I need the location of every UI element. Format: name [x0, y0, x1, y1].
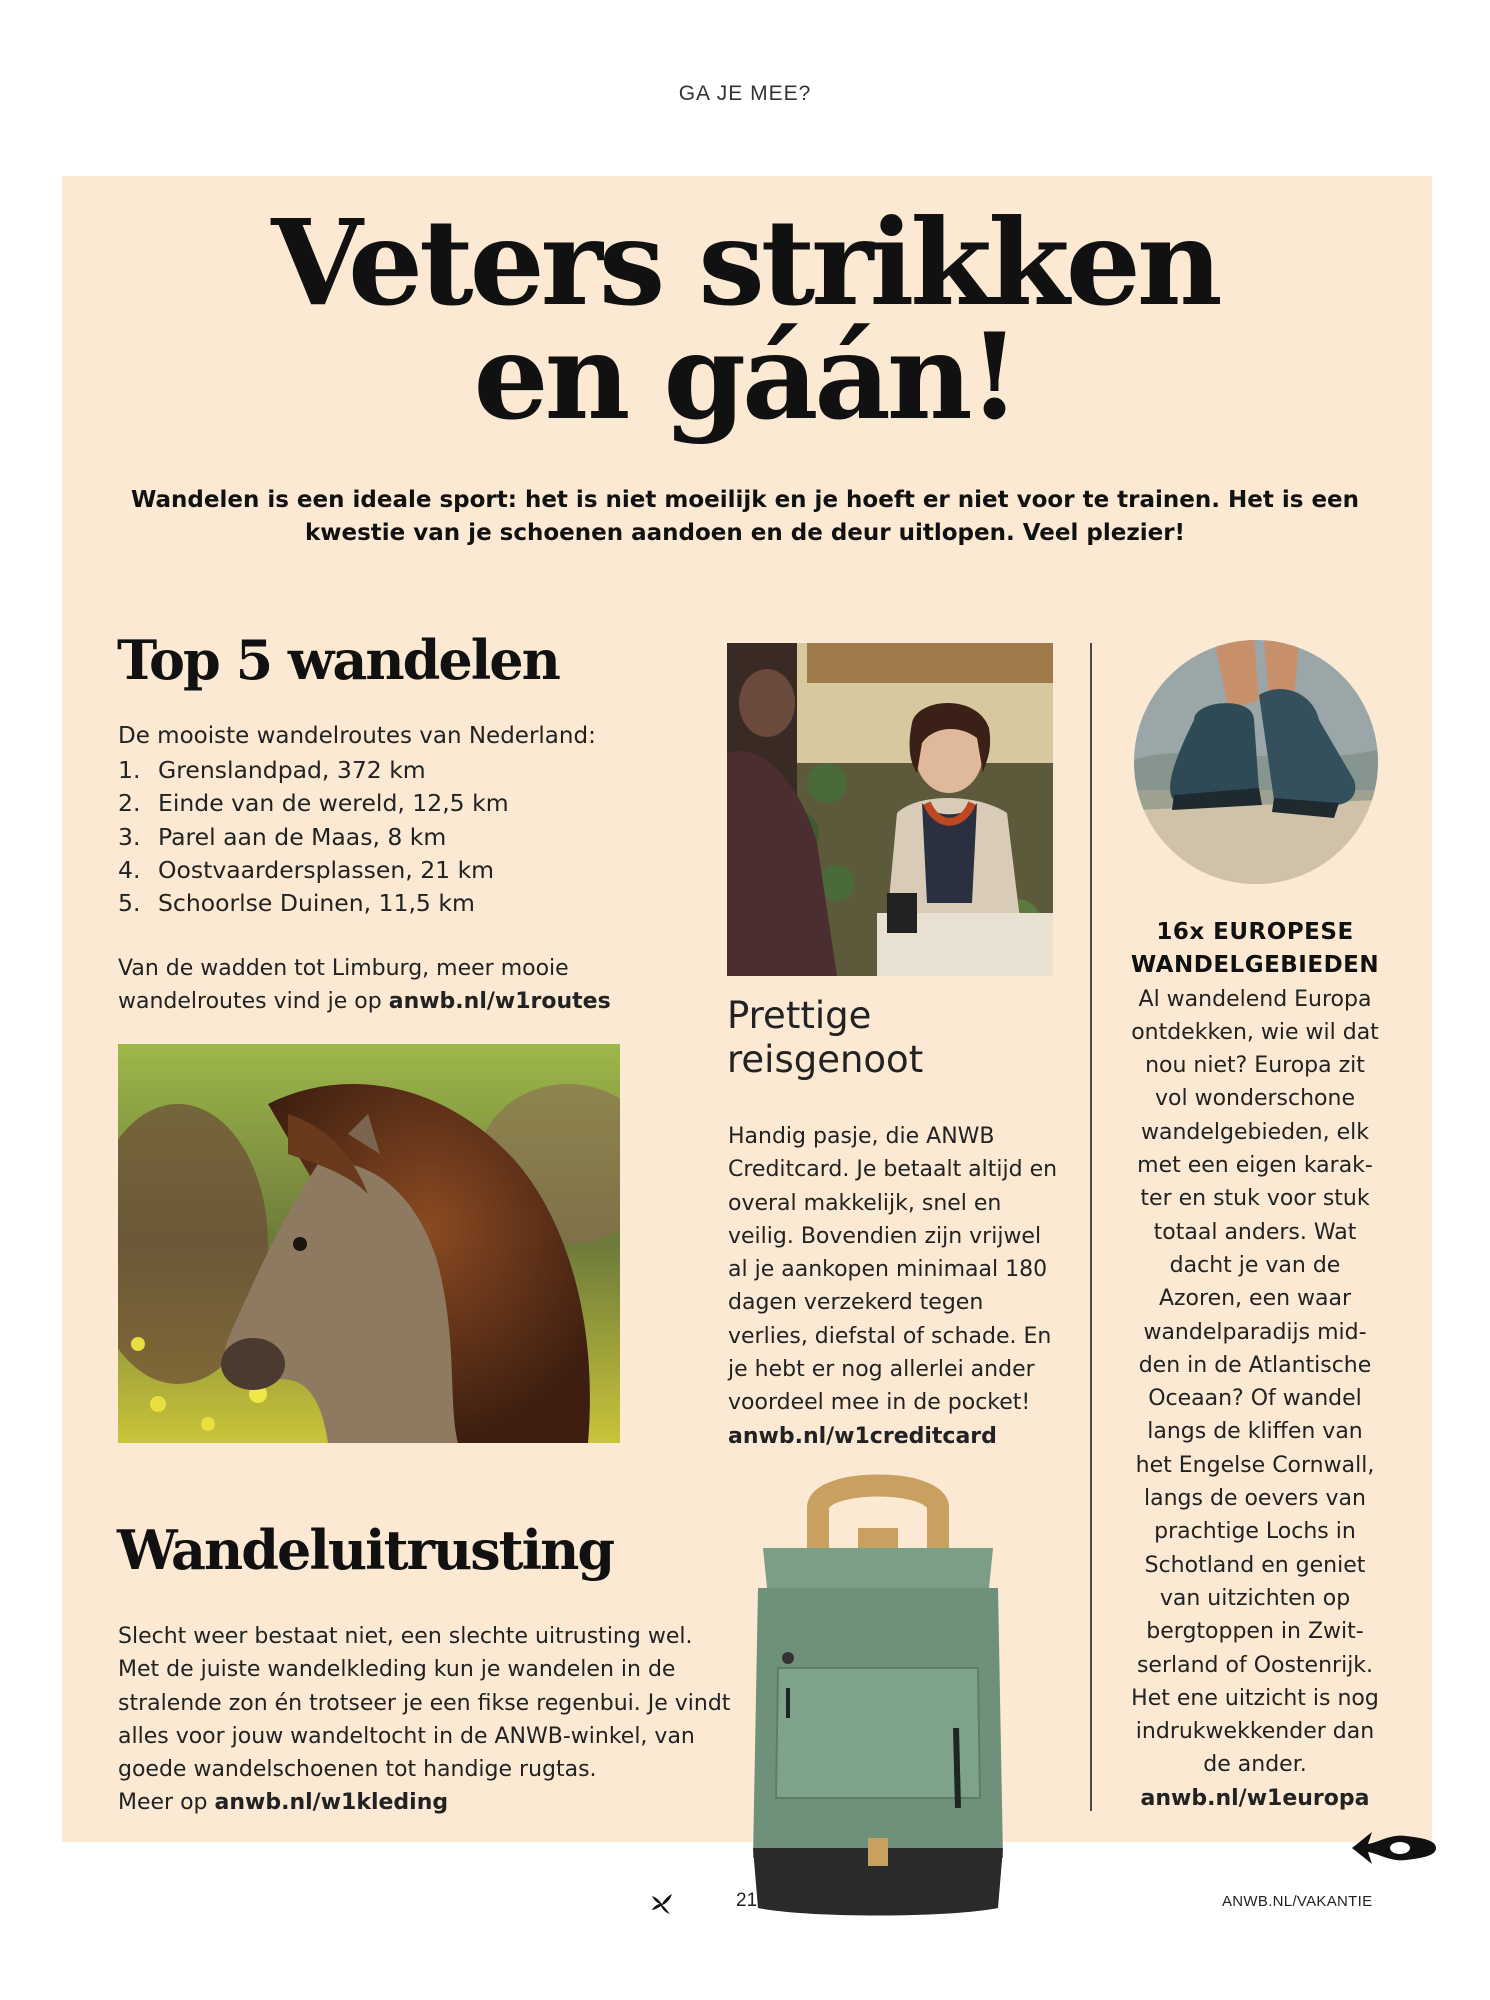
top5-outro: [118, 952, 638, 1019]
hiking-shoes-illustration: [1134, 640, 1378, 884]
europe-line: bergtoppen in Zwit-: [1146, 1619, 1364, 1645]
list-text: Grenslandpad, 372 km: [158, 756, 426, 784]
top5-lead: De mooiste wandelroutes van Nederland:: [118, 723, 596, 749]
europe-line: Al wandelend Europa: [1138, 986, 1372, 1012]
backpack-photo: [748, 1468, 1008, 1918]
europe-line: Het ene uitzicht is nog: [1131, 1685, 1379, 1711]
headline: [0, 193, 1490, 446]
europe-line: serland of Oostenrijk.: [1136, 1652, 1374, 1678]
europe-column: [1120, 916, 1390, 1815]
card-text: Handig pasje, die ANWB Creditcard. Je betaalt altijd en overal makkelijk, snel en veilig. Bovendien zijn vrijwel al je aankopen minimaal 180 dagen verzekerd tegen verlies, diefstal of schade. En je hebt er nog allerlei ander voordeel mee in de pocket!: [728, 1124, 1058, 1416]
card-title-line-2: reisgenoot: [727, 1038, 924, 1081]
routes-link[interactable]: anwb.nl/w1routes: [388, 989, 611, 1015]
gear-more: Meer op: [118, 1790, 208, 1816]
horse-illustration: [118, 1044, 620, 1443]
europe-line: langs de kliffen van: [1147, 1419, 1363, 1445]
europe-line: totaal anders. Wat: [1153, 1219, 1357, 1245]
europe-line: wandelgebieden, elk: [1141, 1119, 1369, 1145]
list-item: [118, 887, 509, 920]
hiking-shoes-photo: [1134, 640, 1378, 884]
europe-title-line-2: WANDELGEBIEDEN: [1130, 952, 1380, 979]
list-number: 4.: [118, 855, 141, 884]
europe-line: het Engelse Cornwall,: [1135, 1452, 1375, 1478]
top5-outro-text: Van de wadden tot Limburg, meer mooie wandelroutes vind je op: [118, 956, 569, 1015]
intro-paragraph: Wandelen is een ideale sport: het is niet moeilijk en je hoeft er niet voor te trainen. Het is een kwestie van je schoenen aandoen en de deur uitlopen. Veel plezier!: [130, 487, 1360, 546]
shop-photo: [727, 643, 1053, 976]
list-number: 5.: [118, 889, 141, 918]
europe-line: vol wonderschone: [1155, 1086, 1355, 1112]
europe-line: dacht je van de: [1169, 1252, 1341, 1278]
shop-illustration: [727, 643, 1053, 976]
footer-site[interactable]: ANWB.NL/VAKANTIE: [1222, 1893, 1373, 1910]
europe-line: Azoren, een waar: [1158, 1286, 1352, 1312]
headline-line-2: en gáán!: [473, 307, 1017, 446]
europe-link[interactable]: anwb.nl/w1europa: [1140, 1785, 1370, 1811]
europe-line: nou niet? Europa zit: [1145, 1053, 1365, 1079]
europe-line: prachtige Lochs in: [1154, 1519, 1356, 1545]
europe-line: den in de Atlantische: [1138, 1352, 1372, 1378]
list-item: [118, 821, 509, 854]
list-text: Schoorlse Duinen, 11,5 km: [158, 889, 475, 918]
list-item: [118, 854, 509, 887]
card-title-line-1: Prettige: [727, 994, 872, 1037]
list-item: [118, 787, 509, 820]
top5-list: [118, 754, 509, 920]
list-number: 3.: [118, 822, 141, 851]
europe-line: ter en stuk voor stuk: [1140, 1186, 1370, 1212]
gear-link[interactable]: anwb.nl/w1kleding: [214, 1790, 449, 1816]
europe-line: met een eigen karak-: [1137, 1153, 1373, 1179]
card-link[interactable]: anwb.nl/w1creditcard: [728, 1423, 997, 1449]
europe-line: van uitzichten op: [1159, 1585, 1351, 1611]
leaf-icon: [650, 1892, 674, 1916]
column-divider: [1090, 643, 1092, 1811]
card-title: [727, 994, 923, 1082]
page-number: 21: [736, 1890, 758, 1911]
europe-line: langs de oevers van: [1144, 1486, 1366, 1512]
europe-line: indrukwekkender dan: [1135, 1719, 1375, 1745]
list-item: [118, 754, 509, 787]
card-paragraph: [728, 1120, 1063, 1453]
europe-title-line-1: 16x EUROPESE: [1156, 919, 1354, 945]
list-number: 1.: [118, 756, 141, 784]
section-label: GA JE MEE?: [678, 82, 812, 105]
list-text: Einde van de wereld, 12,5 km: [158, 789, 509, 818]
europe-line: Oceaan? Of wandel: [1148, 1386, 1362, 1412]
list-text: Parel aan de Maas, 8 km: [158, 822, 447, 851]
top5-title: Top 5 wandelen: [117, 628, 559, 692]
list-text: Oostvaardersplassen, 21 km: [158, 855, 495, 884]
backpack-illustration: [748, 1468, 1008, 1918]
europe-line: de ander.: [1203, 1752, 1307, 1778]
horse-photo: [118, 1044, 620, 1443]
europe-line: Schotland en geniet: [1144, 1552, 1366, 1578]
headline-line-1: Veters strikken: [271, 193, 1219, 332]
gear-text: Slecht weer bestaat niet, een slechte uitrusting wel. Met de juiste wandelkleding kun je wandelen in de stralende zon én trotseer je een fikse regenbui. Je vindt alles voor jouw wandeltocht in de ANWB-winkel, van goede wandelschoenen tot handige rugtas.: [118, 1624, 731, 1783]
gear-title: Wandeluitrusting: [117, 1518, 614, 1582]
swirl-icon: [1350, 1826, 1440, 1872]
europe-line: wandelparadijs mid-: [1143, 1319, 1367, 1345]
gear-paragraph: [118, 1620, 733, 1820]
list-number: 2.: [118, 789, 141, 818]
europe-line: ontdekken, wie wil dat: [1131, 1019, 1379, 1045]
